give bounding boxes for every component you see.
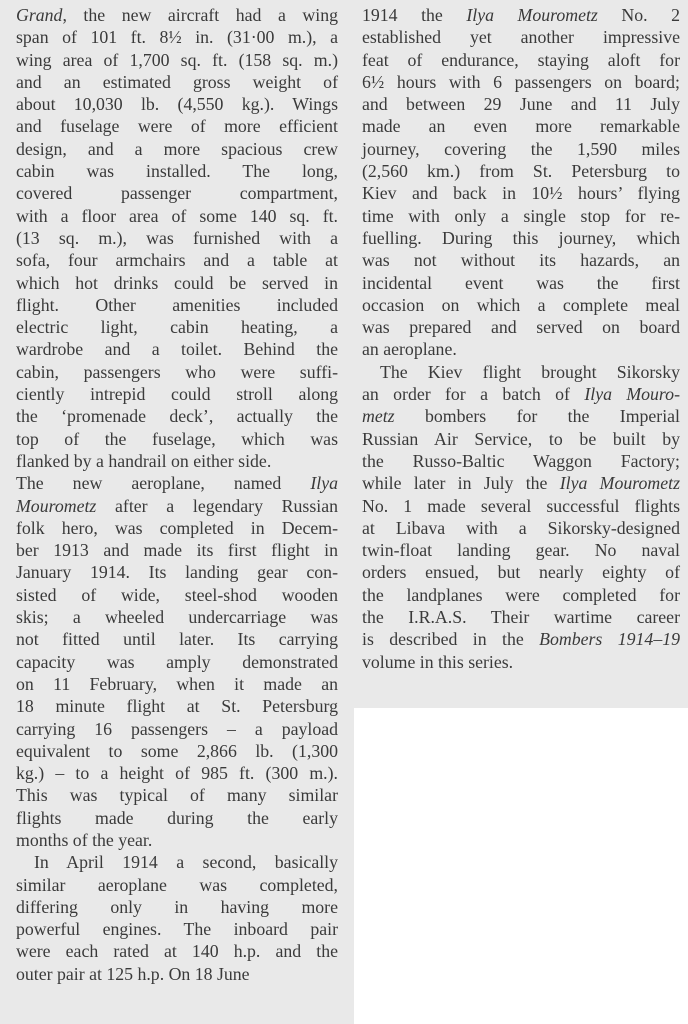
- italic-text: Grand: [16, 5, 63, 25]
- text-line: [362, 294, 680, 316]
- line-text: were each rated at 140 h.p. and the: [16, 941, 338, 962]
- text-line: [16, 405, 338, 427]
- text-line: [362, 338, 680, 360]
- left-column-lines: [16, 0, 338, 985]
- text-line: [16, 784, 338, 806]
- line-text: with a floor area of some 140 sq. ft.: [16, 205, 338, 226]
- text-line: [362, 227, 680, 249]
- line-text: powerful engines. The inboard pair: [16, 919, 338, 940]
- text-line: [16, 428, 338, 450]
- text-line: [16, 695, 338, 717]
- line-text: the Russo-Baltic Waggon Factory;: [362, 450, 680, 471]
- text-line: [16, 517, 338, 539]
- line-text: cabin was installed. The long,: [16, 161, 338, 182]
- line-text: is described in the: [362, 629, 540, 650]
- line-text: orders ensued, but nearly eighty of: [362, 562, 680, 583]
- line-text: sofa, four armchairs and a table at: [16, 250, 338, 271]
- line-text: while later in July the: [362, 473, 560, 494]
- text-line: [16, 740, 338, 762]
- text-line: [362, 205, 680, 227]
- line-text: about 10,030 lb. (4,550 kg.). Wings: [16, 94, 338, 115]
- text-line: [362, 405, 680, 427]
- italic-text: Ilya Mourometz: [559, 473, 680, 494]
- text-line: [16, 182, 338, 204]
- text-line: [16, 628, 338, 650]
- line-text: journey, covering the 1,590 miles: [362, 138, 680, 159]
- line-text: 18 minute flight at St. Petersburg: [16, 696, 338, 717]
- text-line: [16, 940, 338, 962]
- text-line: [362, 115, 680, 137]
- text-line: [362, 160, 680, 182]
- line-text: (2,560 km.) from St. Petersburg to: [362, 161, 680, 182]
- text-line: [362, 316, 680, 338]
- text-line: [16, 896, 338, 918]
- line-text: skis; a wheeled undercarriage was: [16, 607, 338, 628]
- line-text: an aeroplane.: [362, 339, 457, 360]
- text-line: [16, 49, 338, 71]
- line-text: the landplanes were completed for: [362, 584, 680, 605]
- text-line: [362, 272, 680, 294]
- text-line: [16, 918, 338, 940]
- text-line: [16, 361, 338, 383]
- line-text: feat of endurance, staying aloft for: [362, 49, 680, 70]
- line-text: wardrobe and a toilet. Behind the: [16, 339, 338, 360]
- text-line: [362, 93, 680, 115]
- text-line: [362, 361, 680, 383]
- line-text: (13 sq. m.), was furnished with a: [16, 227, 338, 248]
- line-text: capacity was amply demonstrated: [16, 651, 338, 672]
- line-text: time with only a single stop for re-: [362, 205, 680, 226]
- line-text: bombers for the Imperial: [394, 406, 680, 427]
- text-line: [362, 71, 680, 93]
- line-text: was prepared and served on board: [362, 317, 680, 338]
- text-line: [16, 561, 338, 583]
- line-text: was not without its hazards, an: [362, 250, 680, 271]
- line-text: twin-float landing gear. No naval: [362, 540, 680, 561]
- right-text-column: [354, 0, 688, 708]
- line-text: on 11 February, when it made an: [16, 673, 338, 694]
- line-text: Kiev and back in 10½ hours’ flying: [362, 183, 680, 204]
- text-line: [16, 718, 338, 740]
- text-line: [16, 807, 338, 829]
- text-line: [16, 450, 338, 472]
- line-text: equivalent to some 2,866 lb. (1,300: [16, 740, 338, 761]
- line-text: flights made during the early: [16, 807, 338, 828]
- text-line: [362, 138, 680, 160]
- italic-text: Ilya Mouro-: [584, 384, 680, 405]
- line-text: Russian Air Service, to be built by: [362, 428, 680, 449]
- line-text: 6½ hours with 6 passengers on board;: [362, 71, 680, 92]
- right-column-lines: [362, 0, 680, 673]
- line-text: electric light, cabin heating, a: [16, 317, 338, 338]
- line-text: not fitted until later. Its carrying: [16, 629, 338, 650]
- text-line: [362, 472, 680, 494]
- text-line: [16, 383, 338, 405]
- line-text: at Libava with a Sikorsky-designed: [362, 517, 680, 538]
- text-line: [362, 4, 680, 26]
- text-line: [16, 294, 338, 316]
- text-line: [16, 227, 338, 249]
- line-text: outer pair at 125 h.p. On 18 June: [16, 963, 250, 984]
- line-text: similar aeroplane was completed,: [16, 874, 338, 895]
- line-text: fuelling. During this journey, which: [362, 227, 680, 248]
- line-text: The Kiev flight brought Sikorsky: [380, 361, 680, 382]
- line-text: carrying 16 passengers – a payload: [16, 718, 338, 739]
- text-line: [16, 93, 338, 115]
- text-line: [362, 584, 680, 606]
- line-text: an order for a batch of: [362, 384, 585, 405]
- italic-text: Mourometz: [16, 495, 97, 516]
- text-line: [16, 829, 338, 851]
- line-text: incidental event was the first: [362, 272, 680, 293]
- line-text: after a legendary Russian: [96, 495, 338, 516]
- line-text: The new aeroplane, named: [16, 473, 311, 494]
- text-line: [362, 495, 680, 517]
- text-line: [16, 963, 338, 985]
- text-line: [16, 26, 338, 48]
- line-text: ber 1913 and made its first flight in: [16, 540, 338, 561]
- text-line: [16, 205, 338, 227]
- line-text: top of the fuselage, which was: [16, 428, 338, 449]
- text-line: [16, 673, 338, 695]
- line-text: This was typical of many similar: [16, 785, 338, 806]
- text-line: [16, 316, 338, 338]
- line-text: flanked by a handrail on either side.: [16, 450, 272, 471]
- text-line: [362, 450, 680, 472]
- italic-text: Ilya: [310, 473, 338, 494]
- text-line: [16, 472, 338, 494]
- italic-text: Ilya Mourometz: [466, 5, 598, 25]
- line-text: volume in this series.: [362, 651, 514, 672]
- text-line: [16, 762, 338, 784]
- text-line: [16, 160, 338, 182]
- line-text: 1914 the: [362, 5, 467, 25]
- line-text: cabin, passengers who were suffi-: [16, 361, 338, 382]
- line-text: January 1914. Its landing gear con-: [16, 562, 338, 583]
- text-line: [16, 651, 338, 673]
- text-line: [16, 495, 338, 517]
- line-text: No. 2: [597, 5, 680, 25]
- line-text: the ‘promenade deck’, actually the: [16, 406, 338, 427]
- line-text: covered passenger compartment,: [16, 183, 338, 204]
- text-line: [16, 115, 338, 137]
- text-line: [362, 651, 680, 673]
- text-line: [362, 383, 680, 405]
- text-line: [362, 628, 680, 650]
- line-text: sisted of wide, steel-shod wooden: [16, 584, 338, 605]
- line-text: made an even more remarkable: [362, 116, 680, 137]
- text-line: [16, 606, 338, 628]
- text-line: [362, 606, 680, 628]
- text-line: [16, 851, 338, 873]
- text-line: [362, 249, 680, 271]
- text-line: [362, 517, 680, 539]
- text-line: [16, 71, 338, 93]
- line-text: differing only in having more: [16, 896, 338, 917]
- text-line: [16, 874, 338, 896]
- line-text: , the new aircraft had a wing: [62, 5, 338, 25]
- line-text: ciently intrepid could stroll along: [16, 384, 338, 405]
- text-line: [362, 182, 680, 204]
- line-text: No. 1 made several successful flights: [362, 495, 680, 516]
- text-line: [362, 561, 680, 583]
- line-text: and between 29 June and 11 July: [362, 94, 680, 115]
- text-line: [362, 26, 680, 48]
- line-text: months of the year.: [16, 829, 153, 850]
- text-line: [16, 539, 338, 561]
- italic-text: Bombers 1914–19: [539, 629, 680, 650]
- text-line: [362, 49, 680, 71]
- text-line: [16, 338, 338, 360]
- text-line: [362, 539, 680, 561]
- line-text: the I.R.A.S. Their wartime career: [362, 607, 680, 628]
- text-line: [16, 138, 338, 160]
- text-line: [16, 272, 338, 294]
- line-text: folk hero, was completed in Decem-: [16, 517, 338, 538]
- line-text: design, and a more spacious crew: [16, 138, 338, 159]
- text-line: [16, 249, 338, 271]
- line-text: span of 101 ft. 8½ in. (31·00 m.), a: [16, 27, 338, 48]
- line-text: and fuselage were of more efficient: [16, 116, 338, 137]
- line-text: which hot drinks could be served in: [16, 272, 338, 293]
- line-text: and an estimated gross weight of: [16, 71, 338, 92]
- text-line: [362, 428, 680, 450]
- line-text: In April 1914 a second, basically: [34, 852, 338, 873]
- text-line: [16, 4, 338, 26]
- line-text: wing area of 1,700 sq. ft. (158 sq. m.): [16, 49, 338, 70]
- line-text: occasion on which a complete meal: [362, 294, 680, 315]
- line-text: kg.) – to a height of 985 ft. (300 m.).: [16, 763, 338, 784]
- line-text: flight. Other amenities included: [16, 294, 338, 315]
- line-text: established yet another impressive: [362, 27, 680, 48]
- italic-text: metz: [362, 406, 395, 427]
- text-line: [16, 584, 338, 606]
